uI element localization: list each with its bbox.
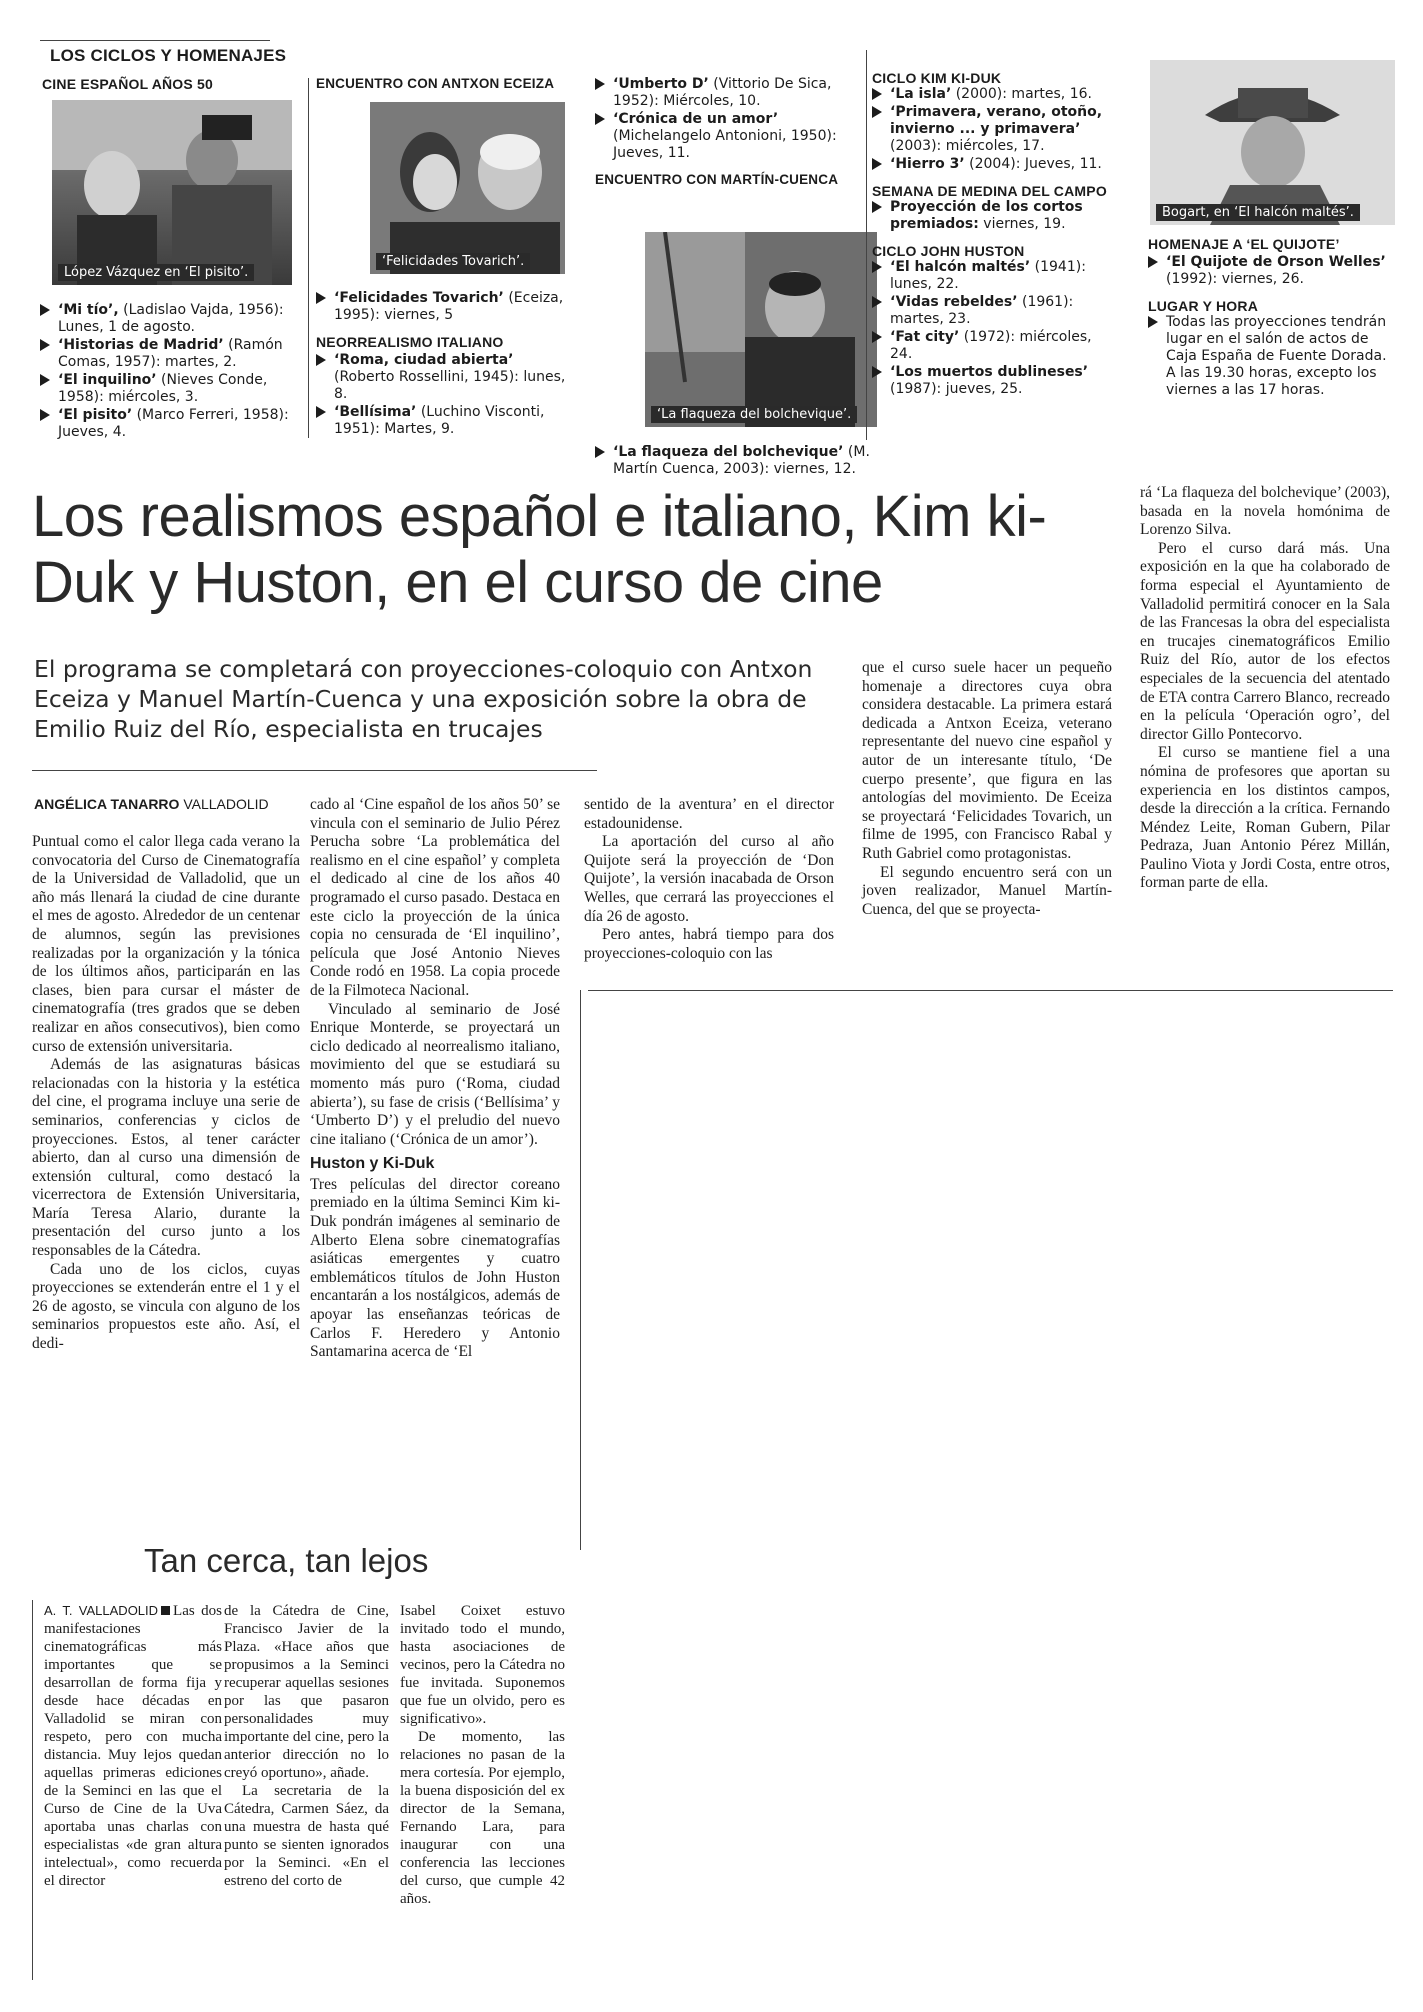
article-col-3 <box>584 796 834 963</box>
film-entry <box>316 290 576 324</box>
film-entry <box>872 104 1112 155</box>
byline-place: VALLADOLID <box>183 796 269 812</box>
article-col-5 <box>1140 484 1390 893</box>
sidebar-col-2 <box>224 1602 389 1890</box>
film-detail: (1987): jueves, 25. <box>890 381 1023 397</box>
film-detail: (2003): miércoles, 17. <box>890 138 1045 154</box>
film-detail: (Nieves Conde, 1958): miércoles, 3. <box>58 372 268 405</box>
film-detail: (Vittorio De Sica, 1952): Miércoles, 10. <box>613 76 832 109</box>
paragraph: La aportación del curso al año Quijote será la proyección de ‘Don Quijote’, la versión inacabada de Orson Welles, que cerrará las proyecciones el día 26 de agosto. <box>584 833 834 925</box>
paragraph: de la Cátedra de Cine, Francisco Javier de la Plaza. «Hace años que propusimos a la Seminci recuperar aquellas sesiones por las que pasaron personalidades muy importante del cine, pero la anterior dirección no lo creyó oportuno», añade. <box>224 1603 389 1781</box>
article-col-4 <box>862 659 1112 919</box>
flaqueza-caption: ‘La flaqueza del bolchevique’. <box>651 406 857 423</box>
program-col-cine-espanol <box>40 76 290 440</box>
program-col-eceiza <box>316 76 566 437</box>
paragraph: Puntual como el calor llega cada verano la convocatoria del Curso de Cinematografía de la Universidad de Valladolid, que un año más llenará la ciudad de cine durante el mes de agosto. Alrededor de un centenar de alumnos, según las previsiones realizadas por la organización y la tónica de los últimos años, participarán en las clases, bien para cursar el máster de cinematografía (tres grados que se deben realizar en años consecutivos), bien como curso de extensión universitaria. <box>32 833 300 1055</box>
film-title: ‘Bellísima’ <box>334 404 417 420</box>
paragraph: El segundo encuentro será con un joven realizador, Manuel Martín-Cuenca, del que se proyecta- <box>862 863 1112 918</box>
lopez-vazquez-image <box>52 100 292 285</box>
arrow-icon <box>595 446 605 458</box>
headline: Los realismos español e italiano, Kim ki-Duk y Huston, en el curso de cine <box>32 484 1047 615</box>
medina-heading: SEMANA DE MEDINA DEL CAMPO <box>872 183 1107 199</box>
paragraph: El curso se mantiene fiel a una nómina de profesores que aportan su experiencia en los distintos campos, desde la dirección a la crítica. Fernando Méndez Leite, Roman Gubern, Pilar Pedraza, Juan Antonio Pérez Millán, Paulino Viota y Jordi Costa, entre otros, forman parte de ella. <box>1140 744 1390 892</box>
arrow-icon <box>40 374 50 386</box>
paragraph: Además de las asignaturas básicas relacionadas con la historia y la estética del cine, el programa incluye una serie de seminarios, conferencias y ciclos de proyecciones. Estos, al tener carácter abierto, dan al curso una dimensión de extensión cultural, como destacó la vicerrectora de Extensión Universitaria, María Teresa Alario, durante la presentación del curso junto a los responsables de la Cátedra. <box>32 1056 300 1260</box>
film-detail: (1961): martes, 23. <box>890 294 1074 327</box>
sidebar-title: Tan cerca, tan lejos <box>144 1542 429 1579</box>
film-title: ‘El inquilino’ <box>58 372 157 388</box>
martin-cuenca-heading: ENCUENTRO CON MARTÍN-CUENCA <box>595 172 839 187</box>
film-entry <box>595 444 880 478</box>
film-title: ‘Roma, ciudad abierta’ <box>334 352 514 368</box>
square-icon <box>161 1606 170 1615</box>
sidebar-byline: A. T. VALLADOLID <box>44 1603 159 1618</box>
film-detail: (Ramón Comas, 1957): martes, 2. <box>58 337 283 370</box>
film-title: ‘La flaqueza del bolchevique’ <box>613 444 844 460</box>
film-entry <box>872 294 1112 328</box>
arrow-icon <box>872 261 882 273</box>
film-detail: (Ladislao Vajda, 1956): Lunes, 1 de agosto. <box>58 302 284 335</box>
film-entry <box>316 404 576 438</box>
paragraph: Vinculado al seminario de José Enrique Monterde, se proyectará un ciclo dedicado al neorrealismo italiano, movimiento del que se estudiará su momento más puro (‘Roma, ciudad abierta’), su fase de crisis (‘Bellísima’ y ‘Umberto D’) y el preludio del nuevo cine italiano (‘Crónica de un amor’). <box>310 1000 560 1148</box>
sidebar <box>32 1530 577 1990</box>
film-detail: (Roberto Rossellini, 1945): lunes, 8. <box>334 369 566 402</box>
arrow-icon <box>872 296 882 308</box>
film-title: ‘Crónica de un amor’ <box>613 111 779 127</box>
film-title: ‘El halcón maltés’ <box>890 259 1031 275</box>
bogart-image <box>1150 60 1395 225</box>
arrow-icon <box>40 304 50 316</box>
flaqueza-image <box>645 232 877 427</box>
kim-ki-duk-heading: CICLO KIM KI-DUK <box>872 70 1002 86</box>
bogart-photo <box>1150 60 1395 225</box>
film-detail: (1992): viernes, 26. <box>1166 271 1304 287</box>
tovarich-photo <box>370 102 565 274</box>
film-title: ‘El pisito’ <box>58 407 133 423</box>
arrow-icon <box>1148 256 1158 268</box>
film-detail: (Michelangelo Antonioni, 1950): Jueves, 11. <box>613 128 837 161</box>
paragraph: A. T. VALLADOLID Las dos manifestaciones cinematográficas más importantes que se desarrollan de forma fija y desde hace décadas en Valladolid se miran con respeto, pero con mucha distancia. Muy lejos quedan aquellas primeras ediciones de la Seminci en las que el Curso de Cine de la Uva aportaba unas charlas con especialistas «de gran altura intelectual», como recuerda el director <box>44 1603 223 1889</box>
arrow-icon <box>316 406 326 418</box>
paragraph: cado al ‘Cine español de los años 50’ se vincula con el seminario de Julio Pérez Perucha sobre ‘La problemática del realismo en el cine español’ y completa el dedicado al cine de los años 40 programado el curso pasado. Destaca en este ciclo la proyección de la única copia no censurada de ‘El inquilino’, película que José Antonio Nieves Conde rodó en 1958. La copia procede de la Filmoteca Nacional. <box>310 796 560 999</box>
neorrealismo-heading: NEORREALISMO ITALIANO <box>316 334 504 350</box>
quijote-heading: HOMENAJE A ‘EL QUIJOTE’ <box>1148 236 1340 252</box>
sidebar-col-1 <box>44 1602 222 1890</box>
film-entry <box>40 372 290 406</box>
huston-subhead: Huston y Ki-Duk <box>310 1155 435 1173</box>
film-entry <box>1148 254 1398 288</box>
paragraph: Cada uno de los ciclos, cuyas proyecciones se extenderán entre el 1 y el 26 de agosto, se vincula con alguno de los seminarios propuestos este año. Así, el dedi- <box>32 1260 300 1353</box>
film-detail: viernes, 19. <box>978 216 1066 232</box>
article-col-2 <box>310 796 560 1362</box>
lugar-heading: LUGAR Y HORA <box>1148 298 1259 314</box>
arrow-icon <box>872 201 882 213</box>
film-entry <box>595 111 880 162</box>
film-title: ‘Historias de Madrid’ <box>58 337 224 353</box>
film-title: ‘Fat city’ <box>890 329 960 345</box>
subheadline: El programa se completará con proyecciones-coloquio con Antxon Eceiza y Manuel Martín-Cuenca y una exposición sobre la obra de Emilio Ruiz del Río, especialista en trucajes <box>34 655 813 743</box>
film-detail: (Luchino Visconti, 1951): Martes, 9. <box>334 404 545 437</box>
arrow-icon <box>872 88 882 100</box>
arrow-icon <box>595 113 605 125</box>
cine-espanol-heading: CINE ESPAÑOL AÑOS 50 <box>42 76 214 92</box>
film-entry <box>872 199 1112 233</box>
program-col-kim-ki-duk <box>872 70 1112 399</box>
film-entry <box>40 337 290 371</box>
lugar-text: Todas las proyecciones tendrán lugar en el salón de actos de Caja España de Fuente Dorada. A las 19.30 horas, excepto los viernes a las 17 horas. <box>1148 314 1398 399</box>
film-entry <box>316 352 576 403</box>
bogart-caption: Bogart, en ‘El halcón maltés’. <box>1156 204 1360 221</box>
film-title: ‘Vidas rebeldes’ <box>890 294 1018 310</box>
film-title: ‘Los muertos dublineses’ <box>890 364 1089 380</box>
paragraph: Tres películas del director coreano premiado en la última Seminci Kim ki-Duk pondrán imágenes al seminario de Alberto Elena sobre cinematografías asiáticas emergentes y cuatro emblemáticos títulos de John Huston encantarán a los nostálgicos, además de apoyar las enseñanzas teóricas de Carlos F. Heredero y Antonio Santamarina acerca de ‘El <box>310 1175 560 1361</box>
film-detail: (1972): miércoles, 24. <box>890 329 1092 362</box>
program-col-neorrealismo-cont <box>595 76 880 477</box>
film-detail: (2000): martes, 16. <box>951 86 1092 102</box>
arrow-icon <box>40 409 50 421</box>
arrow-icon <box>595 78 605 90</box>
arrow-icon <box>316 292 326 304</box>
huston-heading: CICLO JOHN HUSTON <box>872 243 1025 259</box>
film-entry <box>872 156 1112 173</box>
film-entry <box>872 364 1112 398</box>
film-title: ‘Hierro 3’ <box>890 156 965 172</box>
paragraph: que el curso suele hacer un pequeño homenaje a directores cuya obra considera destacable. La primera estará dedicada a Antxon Eceiza, veterano representante del nuevo cine español y autor de un interesante título, ‘De cuerpo presente’, que figura en las antologías del movimiento. De Eceiza se proyectará ‘Felicidades Tovarich, un filme de 1995, con Francisco Rabal y Ruth Gabriel como protagonistas. <box>862 659 1112 862</box>
lopez-vazquez-caption: López Vázquez en ‘El pisito’. <box>58 264 254 281</box>
paragraph: sentido de la aventura’ en el director estadounidense. <box>584 796 834 832</box>
flaqueza-photo <box>645 232 877 427</box>
arrow-icon <box>316 354 326 366</box>
film-entry <box>40 302 290 336</box>
film-entry <box>872 259 1112 293</box>
tovarich-caption: ‘Felicidades Tovarich’. <box>376 253 530 270</box>
arrow-icon <box>872 106 882 118</box>
arrow-icon <box>872 366 882 378</box>
article-col-1 <box>32 833 300 1354</box>
byline-author: ANGÉLICA TANARRO <box>34 796 180 812</box>
lopez-vazquez-photo <box>52 100 292 285</box>
program-strip <box>40 40 1400 477</box>
arrow-icon <box>40 339 50 351</box>
film-detail: (Marco Ferreri, 1958): Jueves, 4. <box>58 407 289 440</box>
byline <box>34 796 304 812</box>
paragraph: La secretaria de la Cátedra, Carmen Sáez, da una muestra de hasta qué punto se sienten ignorados por la Seminci. «En el estreno del corto de <box>224 1783 389 1889</box>
film-entry <box>872 329 1112 363</box>
film-detail: (M. Martín Cuenca, 2003): viernes, 12. <box>613 444 870 477</box>
paragraph: Pero antes, habrá tiempo para dos proyecciones-coloquio con las <box>584 926 834 962</box>
film-detail: (1941): lunes, 22. <box>890 259 1086 292</box>
paragraph: De momento, las relaciones no pasan de la mera cortesía. Por ejemplo, la buena disposición del ex director de la Semana, Fernando Lara, para inaugurar con una conferencia las lecciones del curso, que cumple 42 años. <box>400 1729 565 1907</box>
eceiza-heading: ENCUENTRO CON ANTXON ECEIZA <box>316 76 555 91</box>
film-entry <box>872 86 1112 103</box>
film-title: ‘La isla’ <box>890 86 952 102</box>
section-title: LOS CICLOS Y HOMENAJES <box>50 46 287 65</box>
film-title: ‘Felicidades Tovarich’ <box>334 290 504 306</box>
film-title: ‘Umberto D’ <box>613 76 709 92</box>
film-entry <box>595 76 880 110</box>
tovarich-image <box>370 102 565 274</box>
arrow-icon <box>1148 316 1158 328</box>
film-title: ‘Primavera, verano, otoño, invierno ... y primavera’ <box>890 104 1103 137</box>
film-title: ‘Mi tío’, <box>58 302 119 318</box>
sidebar-col-3 <box>400 1602 565 1908</box>
arrow-icon <box>872 331 882 343</box>
paragraph: Pero el curso dará más. Una exposición en la que ha colaborado de forma especial el Ayuntamiento de Valladolid permitirá conocer en la Sala de las Francesas la obra del especialista en trucajes cinematográficos Emilio Ruiz del Río, autor de los efectos especiales de la secuencia del atentado de ETA contra Carrero Blanco, recreado en la película ‘Operación ogro’, del director Gillo Pontecorvo. <box>1140 539 1390 743</box>
film-detail: (Eceiza, 1995): viernes, 5 <box>334 290 564 323</box>
film-title: ‘El Quijote de Orson Welles’ <box>1166 254 1386 270</box>
arrow-icon <box>872 158 882 170</box>
film-title: Proyección de los cortos premiados: <box>890 199 1083 232</box>
paragraph: rá ‘La flaqueza del bolchevique’ (2003), basada en la novela homónima de Lorenzo Silva. <box>1140 484 1390 539</box>
film-detail: (2004): Jueves, 11. <box>964 156 1102 172</box>
paragraph: Isabel Coixet estuvo invitado todo el mundo, hasta asociaciones de vecinos, pero la Cátedra no fue invitada. Suponemos que fue un olvido, pero es significativo». <box>400 1603 565 1727</box>
film-entry <box>40 407 290 441</box>
